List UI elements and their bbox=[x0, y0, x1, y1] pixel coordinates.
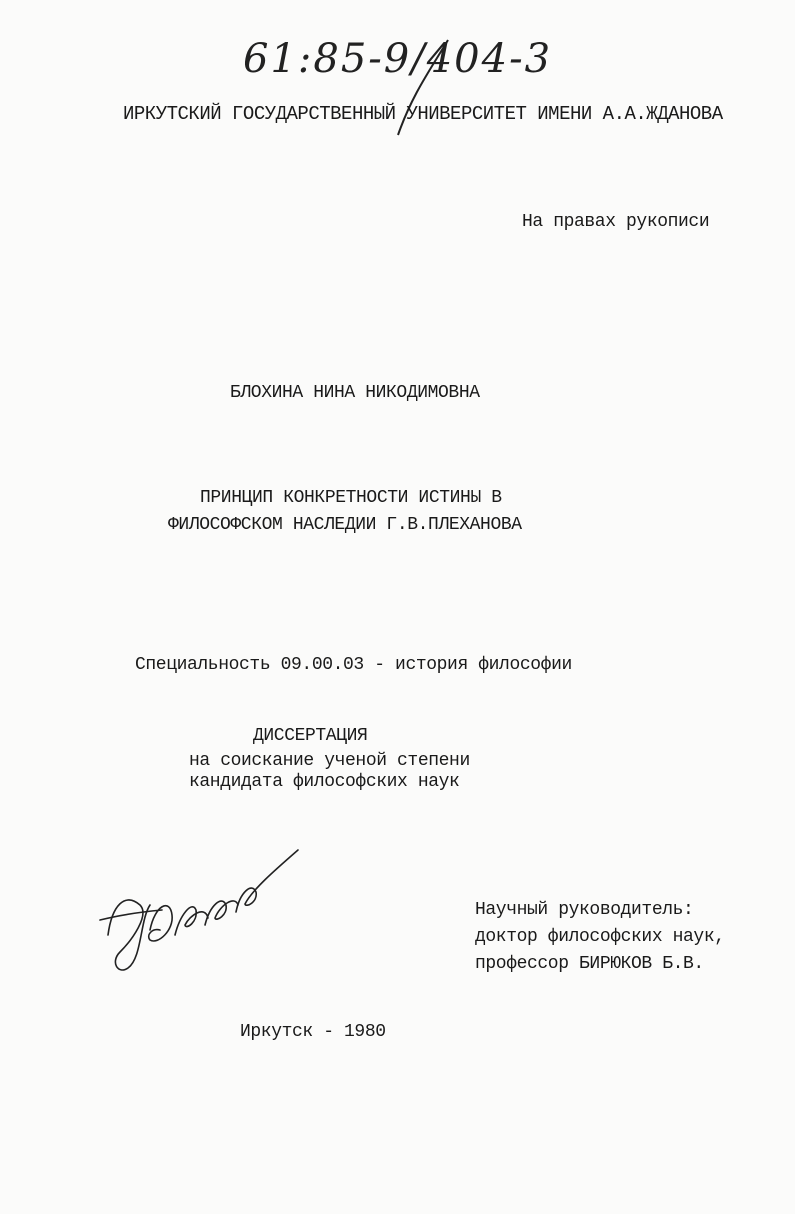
title-line-2: ФИЛОСОФСКОМ НАСЛЕДИИ Г.В.ПЛЕХАНОВА bbox=[168, 515, 522, 535]
specialty: Специальность 09.00.03 - история философии bbox=[135, 655, 572, 675]
university-name: ИРКУТСКИЙ ГОСУДАРСТВЕННЫЙ УНИВЕРСИТЕТ ИМЕНИ А.А.ЖДАНОВА bbox=[123, 103, 723, 125]
manuscript-note: На правах рукописи bbox=[522, 212, 710, 232]
title-line-1: ПРИНЦИП КОНКРЕТНОСТИ ИСТИНЫ В bbox=[200, 488, 502, 508]
archive-code: 61:85-9/404-3 bbox=[243, 36, 553, 82]
advisor-line-1: доктор философских наук, bbox=[475, 927, 725, 947]
city-year: Иркутск - 1980 bbox=[240, 1022, 386, 1042]
advisor-heading: Научный руководитель: bbox=[475, 900, 694, 920]
advisor-line-2: профессор БИРЮКОВ Б.В. bbox=[475, 954, 704, 974]
author-name: БЛОХИНА НИНА НИКОДИМОВНА bbox=[230, 383, 480, 403]
work-type: ДИССЕРТАЦИЯ bbox=[253, 726, 368, 746]
degree-line-1: на соискание ученой степени bbox=[189, 751, 470, 771]
degree-line-2: кандидата философских наук bbox=[189, 772, 460, 792]
